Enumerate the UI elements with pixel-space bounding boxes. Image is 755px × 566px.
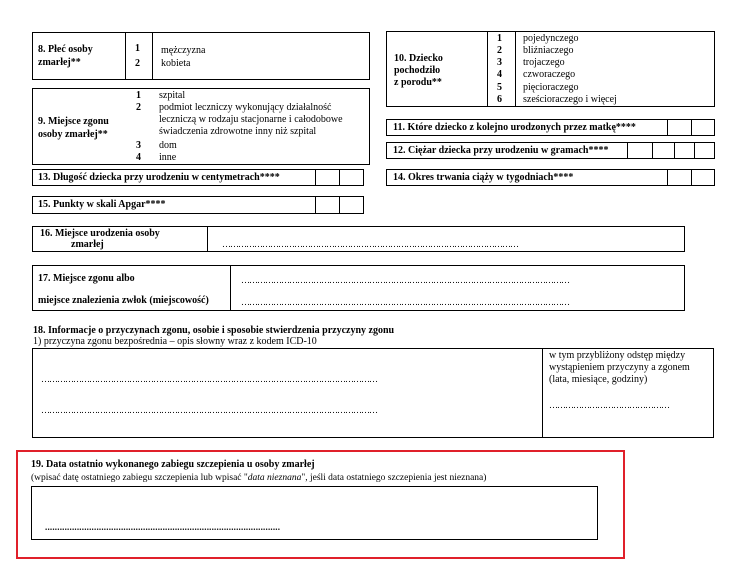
field-18-cause-input[interactable]	[33, 349, 542, 437]
code-2: 2	[136, 102, 141, 113]
code-2: 2	[135, 58, 140, 69]
field-18-interval[interactable]	[542, 348, 714, 438]
field-19-note	[31, 472, 486, 484]
field-16-input[interactable]	[207, 226, 685, 252]
option-twins: bliźniaczego	[523, 45, 574, 56]
dotted-line: ……………………………………………………………………………………………………………	[241, 297, 569, 307]
digit-cell[interactable]	[667, 170, 691, 185]
field-19-title: 19. Data ostatnio wykonanego zabiegu szczepienia u osoby zmarłej	[31, 459, 315, 470]
field-14-gestation	[386, 169, 715, 186]
field-17-place-of-death-town	[32, 265, 685, 311]
field-16-label-1: 16. Miejsce urodzenia osoby	[40, 228, 160, 239]
option-other: inne	[159, 152, 177, 163]
field-8-label-2: zmarłej**	[38, 57, 81, 68]
digit-cell[interactable]	[339, 170, 364, 185]
dotted-line: ………………………………………………………………………………………………………………	[41, 374, 377, 384]
field-10-label-3: z porodu**	[394, 77, 442, 88]
interval-label-1: w tym przybliżony odstęp między	[549, 350, 686, 361]
interval-label-3: (lata, miesiące, godziny)	[549, 374, 648, 385]
digit-cell[interactable]	[652, 143, 672, 158]
option-triplets: trojaczego	[523, 57, 565, 68]
dotted-line: ................................................................................................	[45, 522, 281, 532]
note-part-2: ", jeśli data ostatniego szczepienia jest nieznana)	[301, 473, 487, 483]
digit-cell[interactable]	[674, 143, 694, 158]
field-18-title: 18. Informacje o przyczynach zgonu, osobie i sposobie stwierdzenia przyczyny zgonu	[33, 325, 395, 336]
field-18-cause-box	[32, 348, 714, 438]
code-3: 3	[136, 140, 141, 151]
code-6: 6	[497, 94, 502, 105]
field-8-sex	[32, 32, 370, 80]
option-medical-entity-2: leczniczą w rodzaju stacjonarne i całodobowe	[159, 114, 343, 125]
field-16-place-of-birth	[32, 226, 685, 252]
field-13-birth-length	[32, 169, 364, 186]
field-9-place-of-death	[32, 88, 370, 165]
digit-cell[interactable]	[339, 197, 364, 213]
dotted-line: ……………………………………………………………………………………………………………	[241, 275, 569, 285]
digit-cell[interactable]	[627, 143, 647, 158]
field-10-label-2: pochodziło	[394, 65, 441, 76]
field-8-label-1: 8. Płeć osoby	[38, 44, 93, 55]
code-1: 1	[497, 33, 502, 44]
digit-cell[interactable]	[667, 120, 691, 135]
field-17-label-1: 17. Miejsce zgonu albo	[38, 273, 135, 284]
digit-cell[interactable]	[694, 143, 715, 158]
field-12-label: 12. Ciężar dziecka przy urodzeniu w gramach****	[393, 145, 609, 156]
option-medical-entity-3: świadczenia zdrowotne inny niż szpital	[159, 126, 317, 137]
field-8-code-box[interactable]	[125, 32, 153, 80]
field-11-birth-order	[386, 119, 715, 136]
field-19-date-input[interactable]	[31, 486, 598, 540]
field-15-apgar	[32, 196, 364, 214]
option-quintuplets: pięcioraczego	[523, 82, 579, 93]
field-17-input[interactable]	[230, 265, 685, 311]
dotted-line: …………………………………………………………………………………………………	[222, 239, 518, 249]
digit-cell[interactable]	[315, 197, 339, 213]
option-sextuplets-plus: sześcioraczego i więcej	[523, 94, 617, 105]
note-part-1: (wpisać datę ostatniego zabiegu szczepienia lub wpisać "	[31, 473, 248, 483]
field-14-label: 14. Okres trwania ciąży w tygodniach****	[393, 172, 574, 183]
field-10-birth-type	[386, 31, 715, 107]
option-medical-entity-1: podmiot leczniczy wykonujący działalność	[159, 102, 332, 113]
option-home: dom	[159, 140, 177, 151]
field-16-label-2: zmarłej	[71, 239, 104, 250]
code-5: 5	[497, 82, 502, 93]
dotted-line: ………………………………………………………………………………………………………………	[41, 405, 377, 415]
option-female: kobieta	[161, 58, 191, 69]
field-17-label-2: miejsce znalezienia zwłok (miejscowość)	[38, 295, 209, 306]
code-4: 4	[136, 152, 141, 163]
option-single: pojedynczego	[523, 33, 579, 44]
field-15-label: 15. Punkty w skali Apgar****	[38, 199, 166, 210]
field-10-label-1: 10. Dziecko	[394, 53, 443, 64]
option-quadruplets: czworaczego	[523, 69, 576, 80]
note-part-italic: data nieznana	[247, 473, 302, 483]
dotted-line: ………………………………………	[549, 400, 669, 410]
digit-cell[interactable]	[691, 170, 715, 185]
code-4: 4	[497, 69, 502, 80]
field-18-subtitle: 1) przyczyna zgonu bezpośrednia – opis słowny wraz z kodem ICD-10	[33, 336, 317, 347]
field-13-label: 13. Długość dziecka przy urodzeniu w centymetrach****	[38, 172, 280, 183]
code-2: 2	[497, 45, 502, 56]
code-1: 1	[135, 43, 140, 54]
code-3: 3	[497, 57, 502, 68]
field-9-label-1: 9. Miejsce zgonu	[38, 116, 109, 127]
digit-cell[interactable]	[691, 120, 715, 135]
interval-label-2: wystąpieniem przyczyny a zgonem	[549, 362, 690, 373]
digit-cell[interactable]	[315, 170, 339, 185]
option-male: mężczyzna	[161, 45, 206, 56]
option-hospital: szpital	[159, 90, 186, 101]
field-12-birth-weight	[386, 142, 715, 159]
highlight-frame	[16, 450, 625, 559]
field-11-label: 11. Które dziecko z kolejno urodzonych przez matkę****	[393, 122, 636, 133]
field-9-label-2: osoby zmarłej**	[38, 129, 108, 140]
code-1: 1	[136, 90, 141, 101]
